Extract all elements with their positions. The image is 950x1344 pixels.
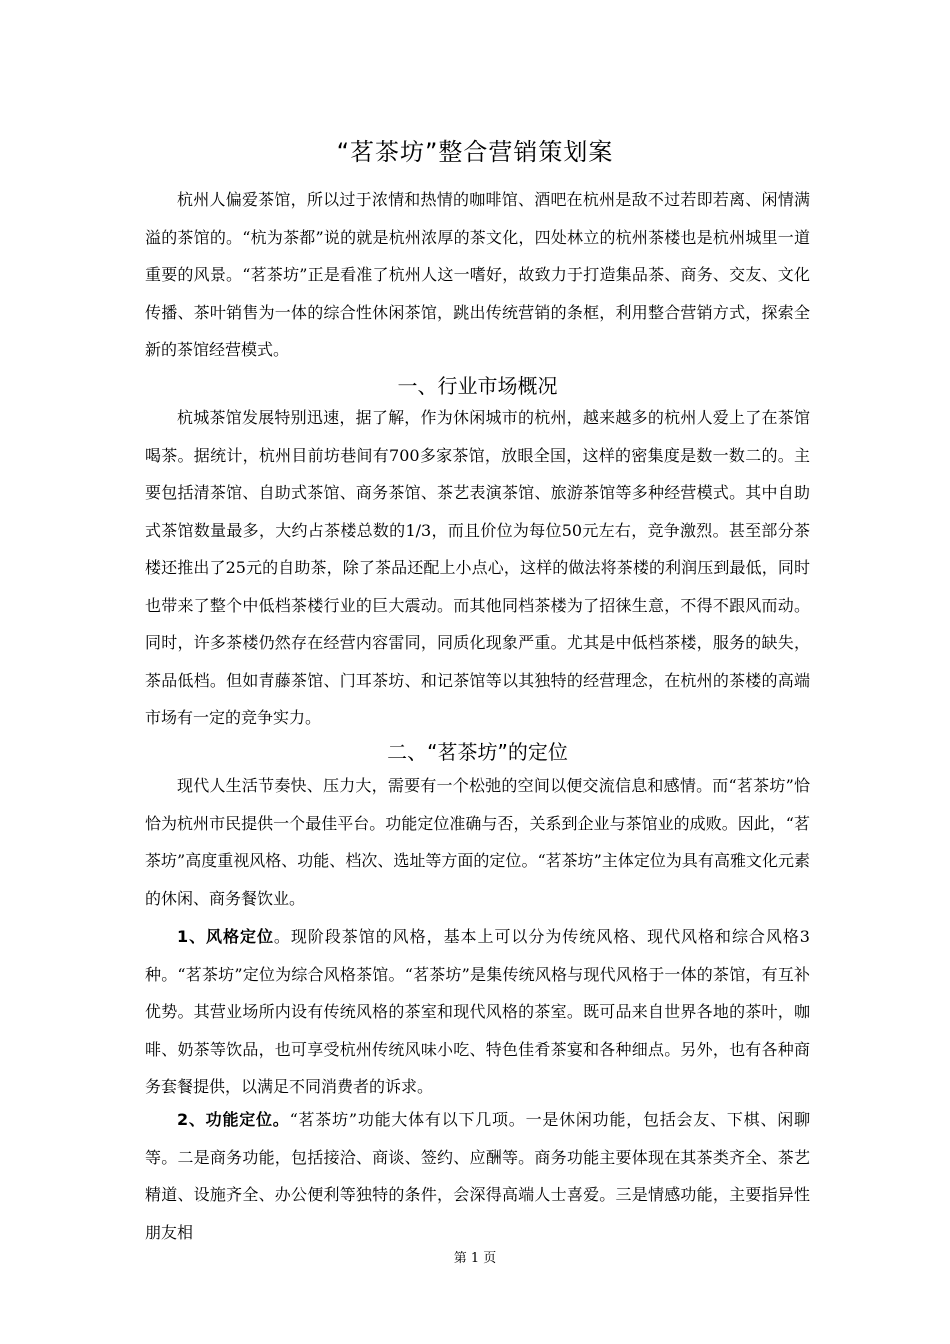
document-title: “茗茶坊”整合营销策划案 (336, 138, 614, 166)
style-positioning-label: 1、风格定位 (177, 927, 274, 946)
style-positioning-paragraph (145, 918, 810, 1106)
section-heading-market: 一、行业市场概况 (397, 374, 558, 398)
function-positioning-paragraph (145, 1101, 810, 1251)
function-positioning-label: 2、功能定位。 (177, 1110, 290, 1129)
page-number: 第 1 页 (453, 1251, 497, 1266)
function-positioning-text: “茗茶坊”功能大体有以下几项。一是休闲功能，包括会友、下棋、闲聊等。二是商务功能，包括接洽、商谈、签约、应酬等。商务功能主要体现在其茶类齐全、茶艺精道、设施齐全、办公便利等独特的条件，会深得高端人士喜爱。三是情感功能，主要指异性朋友相 (145, 1110, 810, 1242)
style-positioning-text: 。现阶段茶馆的风格，基本上可以分为传统风格、现代风格和综合风格3种。“茗茶坊”定位为综合风格茶馆。“茗茶坊”是集传统风格与现代风格于一体的茶馆，有互补优势。其营业场所内设有传统风格的茶室和现代风格的茶室。既可品来自世界各地的茶叶，咖啡、奶茶等饮品，也可享受杭州传统风味小吃、特色佳肴茶宴和各种细点。另外，也有各种商务套餐提供，以满足不同消费者的诉求。 (145, 927, 810, 1096)
market-paragraph: 杭城茶馆发展特别迅速，据了解，作为休闲城市的杭州，越来越多的杭州人爱上了在茶馆喝茶。据统计，杭州目前坊巷间有700多家茶馆，放眼全国，这样的密集度是数一数二的。主要包括清茶馆、自助式茶馆、商务茶馆、茶艺表演茶馆、旅游茶馆等多种经营模式。其中自助式茶馆数量最多，大约占茶楼总数的1/3，而且价位为每位50元左右，竞争激烈。甚至部分茶楼还推出了25元的自助茶，除了茶品还配上小点心，这样的做法将茶楼的利润压到最低，同时也带来了整个中低档茶楼行业的巨大震动。而其他同档茶楼为了招徕生意，不得不跟风而动。同时，许多茶楼仍然存在经营内容雷同，同质化现象严重。尤其是中低档茶楼，服务的缺失，茶品低档。但如青藤茶馆、门耳茶坊、和记茶馆等以其独特的经营理念，在杭州的茶楼的高端市场有一定的竞争实力。 (145, 408, 810, 727)
intro-paragraph: 杭州人偏爱茶馆，所以过于浓情和热情的咖啡馆、酒吧在杭州是敌不过若即若离、闲情满溢的茶馆的。“杭为茶都”说的就是杭州浓厚的茶文化，四处林立的杭州茶楼也是杭州城里一道重要的风景。“茗茶坊”正是看准了杭州人这一嗜好，故致力于打造集品茶、商务、交友、文化传播、茶叶销售为一体的综合性休闲茶馆，跳出传统营销的条框，利用整合营销方式，探索全新的茶馆经营模式。 (145, 190, 810, 359)
positioning-paragraph: 现代人生活节奏快、压力大，需要有一个松弛的空间以便交流信息和感情。而“茗茶坊”恰恰为杭州市民提供一个最佳平台。功能定位准确与否，关系到企业与茶馆业的成败。因此，“茗茶坊”高度重视风格、功能、档次、选址等方面的定位。“茗茶坊”主体定位为具有高雅文化元素的休闲、商务餐饮业。 (145, 776, 810, 908)
section-heading-positioning: 二、“茗茶坊”的定位 (387, 740, 568, 764)
